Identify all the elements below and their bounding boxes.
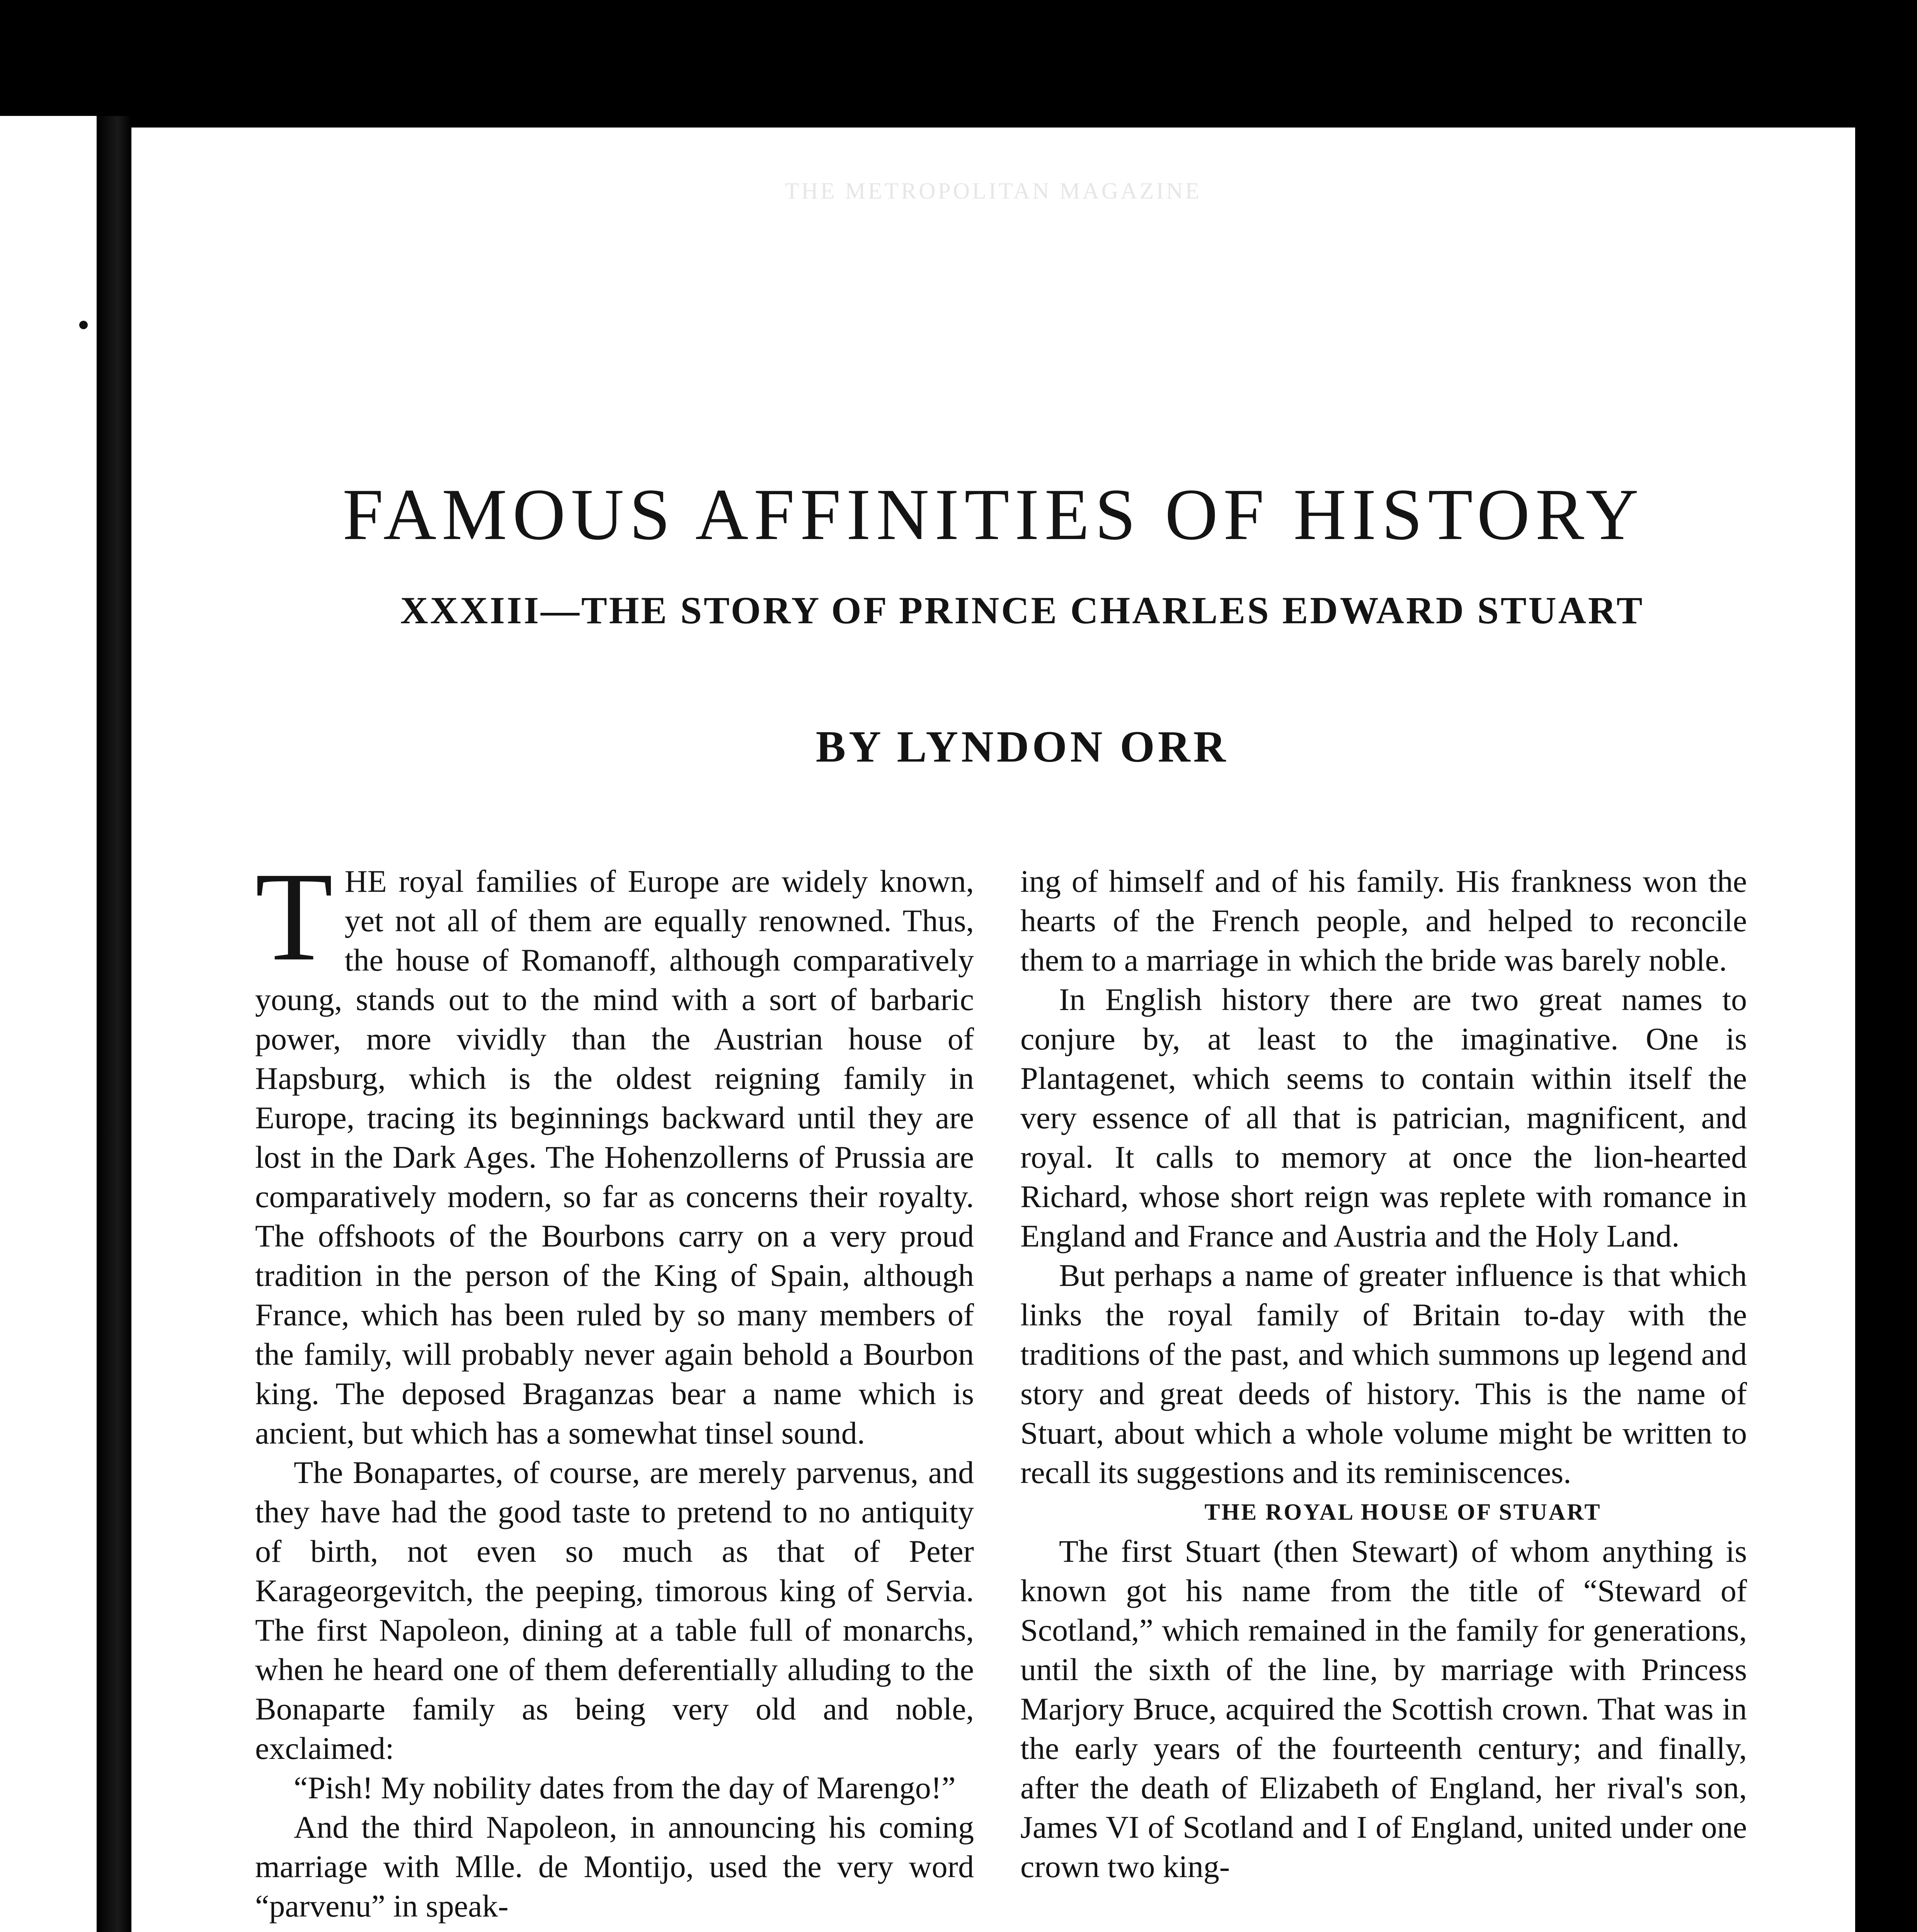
drop-cap: T bbox=[255, 846, 333, 987]
page-speck bbox=[79, 321, 88, 329]
paragraph-3: “Pish! My nobility dates from the day of Marengo!” bbox=[294, 1770, 956, 1805]
book-gutter bbox=[97, 116, 131, 1932]
paragraph-1-text: HE royal families of Europe are widely known, yet not all of them are equally renowned. Thus, the house of Romanoff, although comparatively young, stands out to the mind with a sort of barbaric power, more vividly than the Austrian house of Hapsburg, which is the oldest reigning family in Europe, tracing its beginnings backward until they are lost in the Dark Ages. The Hohenzollerns of Prussia are comparatively modern, so far as concerns their royalty. The offshoots of the Bourbons carry on a very proud tradition in the person of the King of Spain, although France, which has been ruled by so many members of the family, will probably never again behold a Bourbon king. The deposed Braganzas bear a name which is ancient, but which has a somewhat tinsel sound. bbox=[255, 864, 974, 1451]
right-text-column bbox=[1020, 862, 1747, 1886]
article-byline: BY LYNDON ORR bbox=[815, 722, 1229, 772]
paragraph-6: In English history there are two great names to conjure by, at least to the imaginative. One is Plantagenet, which seems to contain within itself the very essence of all that is patrician, magnificent, and royal. It calls to memory at once the lion-hearted Richard, whose short reign was replete with romance in England and France and Austria and the Holy Land. bbox=[1020, 982, 1747, 1253]
paragraph-8: The first Stuart (then Stewart) of whom anything is known got his name from the title of “Steward of Scotland,” which remained in the family for generations, until the sixth of the line, by marriage with Princess Marjory Bruce, acquired the Scottish crown. That was in the early years of the fourteenth century; and finally, after the death of Elizabeth of England, her rival's son, James VI of Scotland and I of England, united under one crown two king- bbox=[1020, 1534, 1747, 1884]
magazine-page bbox=[131, 128, 1855, 1932]
paragraph-7: But perhaps a name of greater influence is that which links the royal family of Britain to-day with the traditions of the past, and which summons up legend and story and great deeds of history. This is the name of Stuart, about which a whole volume might be written to recall its suggestions and its reminiscences. bbox=[1020, 1258, 1747, 1490]
facing-page-edge bbox=[0, 116, 97, 1932]
paragraph-1 bbox=[255, 846, 974, 1453]
paragraph-2: The Bonapartes, of course, are merely parvenus, and they have had the good taste to pretend to no antiquity of birth, not even so much as that of Peter Karageorgevitch, the peeping, timorous king of Servia. The first Napoleon, dining at a table full of monarchs, when he heard one of them deferentially alluding to the Bonaparte family as being very old and noble, exclaimed: bbox=[255, 1455, 974, 1766]
paragraph-5: ing of himself and of his family. His frankness won the hearts of the French people, and helped to reconcile them to a marriage in which the bride was barely noble. bbox=[1020, 864, 1747, 978]
left-text-column bbox=[255, 846, 974, 1926]
article-title: FAMOUS AFFINITIES OF HISTORY bbox=[342, 474, 1644, 556]
article-subtitle: XXXIII—THE STORY OF PRINCE CHARLES EDWARD STUART bbox=[400, 589, 1645, 632]
section-subhead: THE ROYAL HOUSE OF STUART bbox=[1204, 1499, 1602, 1525]
running-head: THE METROPOLITAN MAGAZINE bbox=[785, 178, 1202, 204]
paragraph-4: And the third Napoleon, in announcing his coming marriage with Mlle. de Montijo, used the very word “parvenu” in speak- bbox=[255, 1810, 974, 1923]
